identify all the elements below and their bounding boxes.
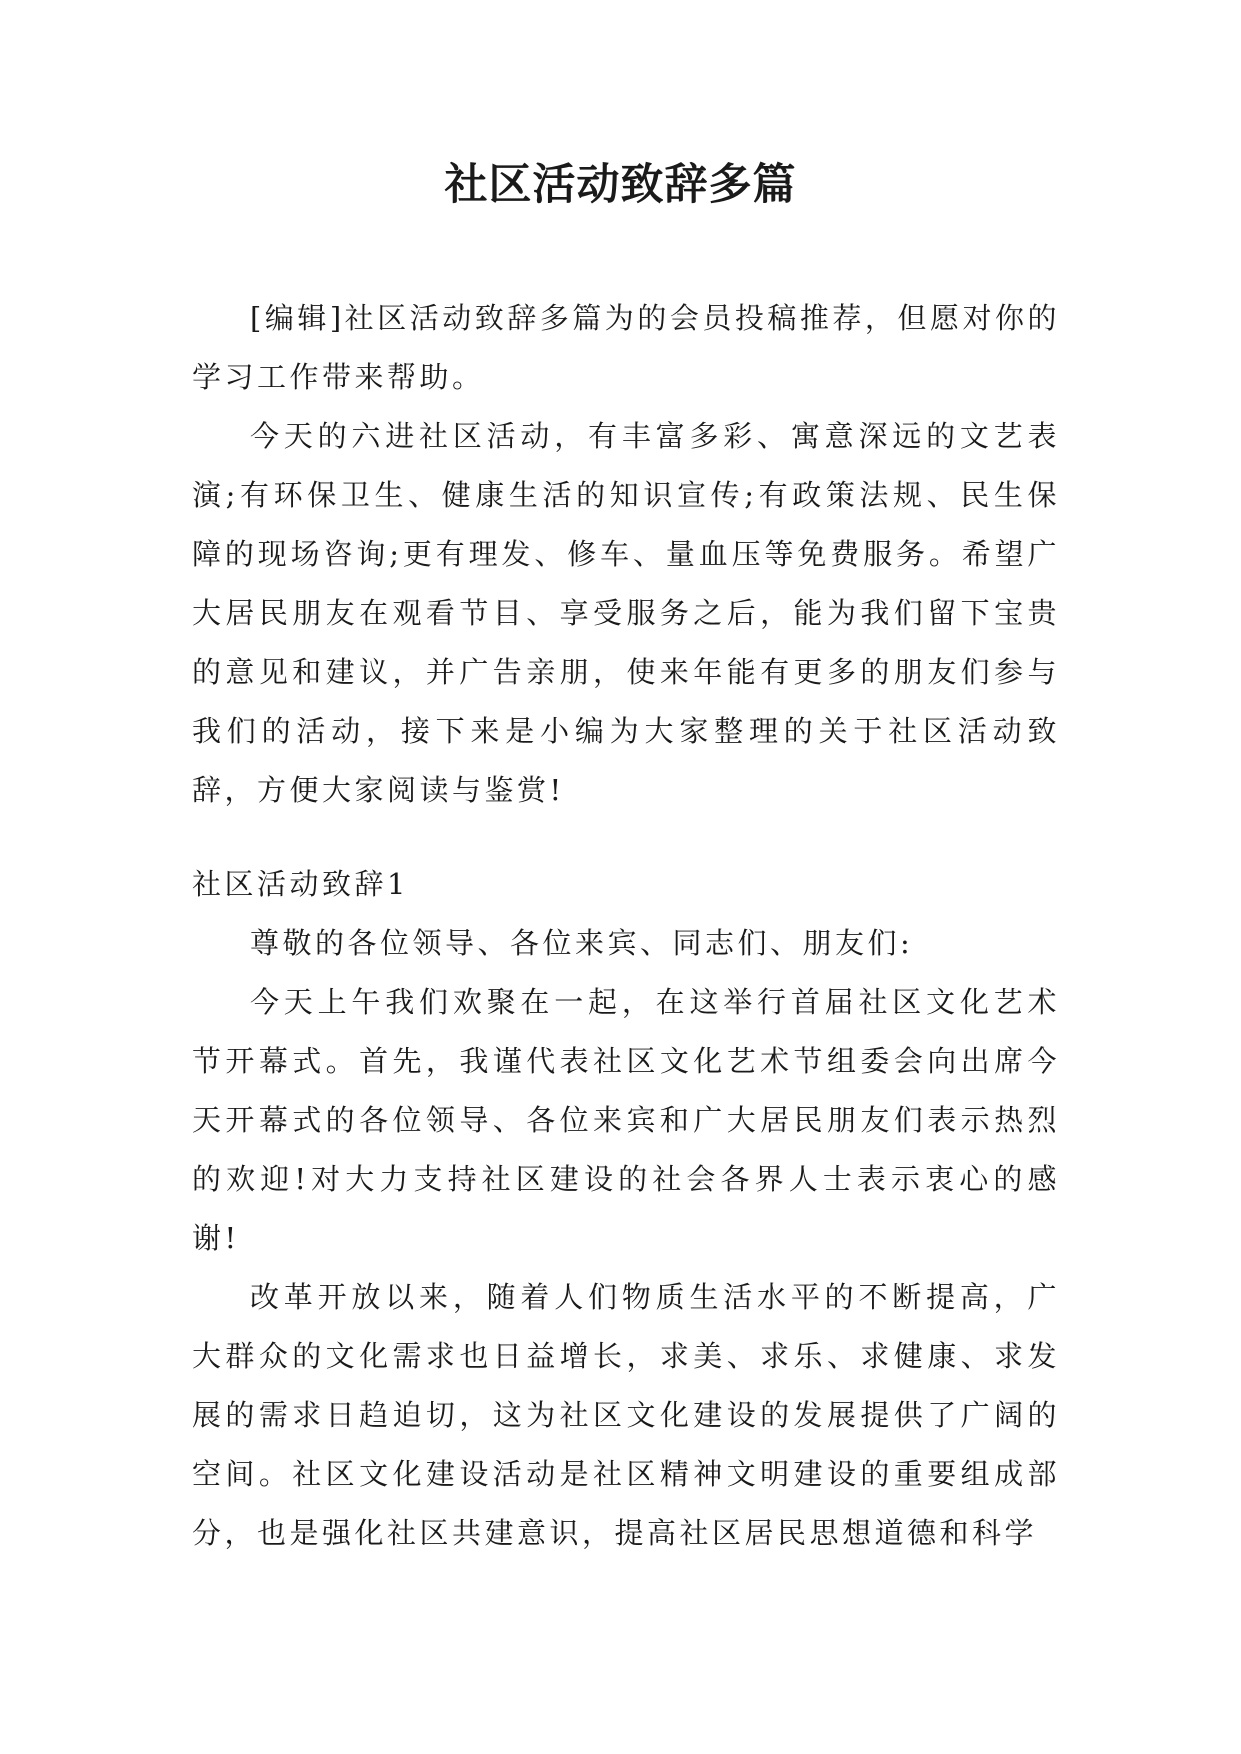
reform-paragraph: 改革开放以来，随着人们物质生活水平的不断提高，广大群众的文化需求也日益增长，求美、求乐、求健康、求发展的需求日趋迫切，这为社区文化建设的发展提供了广阔的空间。社区文化建设活动是社区精神文明建设的重要组成部分，也是强化社区共建意识，提高社区居民思想道德和科学 <box>192 1280 1060 1550</box>
section-heading: 社区活动致辞1 <box>192 867 409 901</box>
intro-paragraph: [编辑]社区活动致辞多篇为的会员投稿推荐，但愿对你的学习工作带来帮助。 <box>192 301 1060 394</box>
salutation-paragraph: 尊敬的各位领导、各位来宾、同志们、朋友们: <box>250 926 914 960</box>
document-body <box>192 289 1060 1563</box>
opening-paragraph: 今天上午我们欢聚在一起，在这举行首届社区文化艺术节开幕式。首先，我谨代表社区文化艺术节组委会向出席今天开幕式的各位领导、各位来宾和广大居民朋友们表示热烈的欢迎!对大力支持社区建设的社会各界人士表示衷心的感谢! <box>192 985 1060 1255</box>
document-title: 社区活动致辞多篇 <box>444 160 797 210</box>
summary-paragraph: 今天的六进社区活动，有丰富多彩、寓意深远的文艺表演;有环保卫生、健康生活的知识宣传;有政策法规、民生保障的现场咨询;更有理发、修车、量血压等免费服务。希望广大居民朋友在观看节目、享受服务之后，能为我们留下宝贵的意见和建议，并广告亲朋，使来年能有更多的朋友们参与我们的活动，接下来是小编为大家整理的关于社区活动致辞，方便大家阅读与鉴赏! <box>192 419 1060 807</box>
